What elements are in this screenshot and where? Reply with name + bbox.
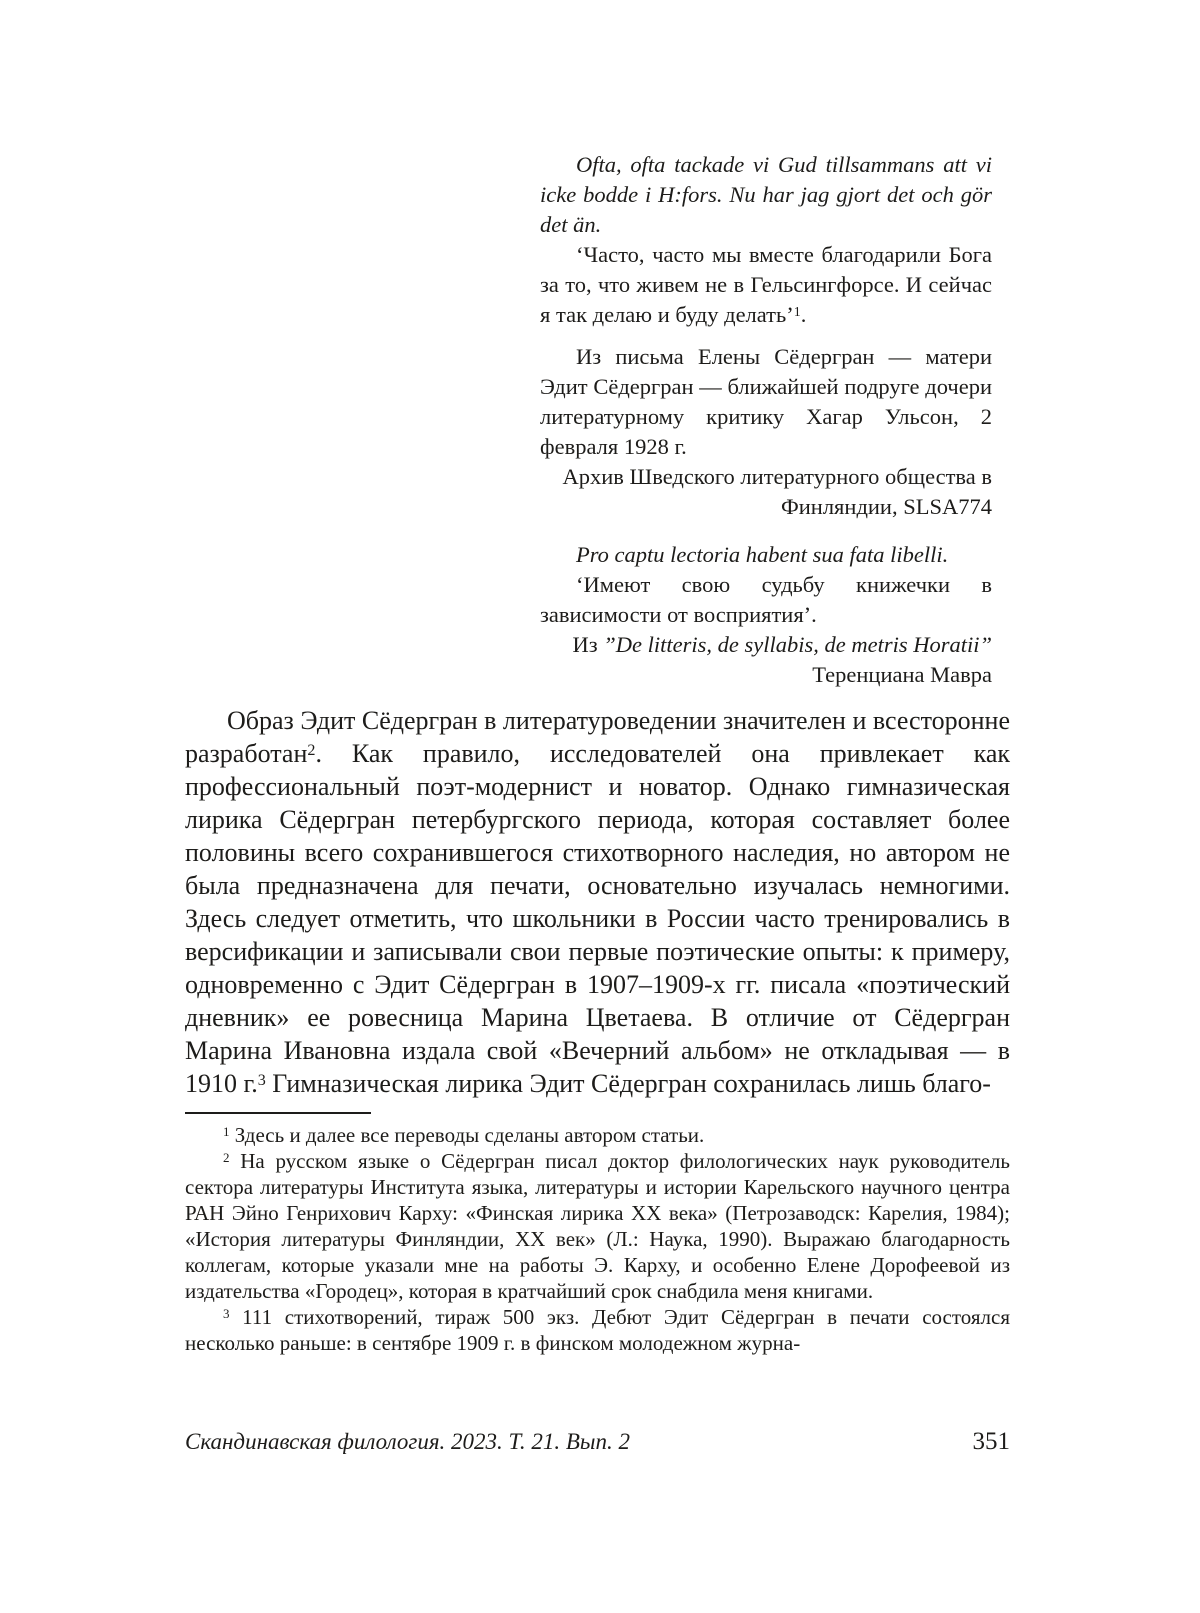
footnote-1-text: Здесь и далее все переводы сделаны автором статьи. [229,1123,705,1147]
footnote-ref-3: 3 [257,1071,266,1089]
footnote-3 [185,1304,1010,1356]
epigraph-russian-text: ‘Часто, часто мы вместе благодарили Бога за то, что живем не в Гельсингфорсе. И сейчас я так делаю и буду делать’ [540,242,992,327]
epigraph-latin-quote: Pro captu lectoria habent sua fata libelli. [576,542,949,567]
footnote-2-text: На русском языке о Сёдергран писал доктор филологических наук руководитель сектора литературы Института языка, литературы и истории Карельского научного центра РАН Эйно Генрихович Карху: «Финская лирика XX века» (Петрозаводск: Карелия, 1984); «История литературы Финляндии, XX век» (Л.: Наука, 1990). Выражаю благодарность коллегам, которые указали мне на работы Э. Карху, и особенно Елене Дорофеевой из издательства «Городец», которая в кратчайший срок снабдила меня книгами. [185,1149,1010,1303]
main-paragraph [185,704,1010,1100]
epigraph-block [540,150,992,690]
journal-citation: Скандинавская филология. 2023. Т. 21. Вып. 2 [185,1429,631,1454]
page-footer [185,1428,1010,1456]
epigraph-latin-source-title: ”De litteris, de syllabis, de metris Horatii” [603,632,992,657]
footnotes-section [185,1122,1010,1356]
footnote-ref-2: 2 [307,741,316,759]
body-segment-3: Гимназическая лирика Эдит Сёдергран сохранилась лишь благо- [265,1069,991,1098]
epigraph-latin-translation: ‘Имеют свою судьбу книжечки в зависимости от восприятия’. [540,572,992,627]
footnote-1 [185,1122,1010,1148]
epigraph-swedish-quote: Ofta, ofta tackade vi Gud tillsammans att vi icke bodde i H:fors. Nu har jag gjort det och gör det än. [540,152,992,237]
epigraph-latin-source [540,630,992,660]
footnote-2 [185,1148,1010,1304]
footnote-2-marker: 2 [223,1150,230,1166]
body-segment-2: . Как правило, исследователей она привлекает как профессиональный поэт-модернист и новатор. Однако гимназическая лирика Сёдергран петербургского периода, которая составляет более половины всего сохранившегося стихотворного наследия, но автором не была предназначена для печати, основательно изучалась немногими. Здесь следует отметить, что школьники в России часто тренировались в версификации и записывали свои первые поэтические опыты: к примеру, одновременно с Эдит Сёдергран в 1907–1909-х гг. писала «поэтический дневник» ее ровесница Марина Цветаева. В отличие от Сёдергран Марина Ивановна издала свой «Вечерний альбом» не откладывая — в 1910 г. [185,739,1010,1098]
page-number: 351 [972,1428,1010,1455]
epigraph-archive-reference: Архив Шведского литературного общества в Финляндии, SLSA774 [562,464,992,519]
epigraph-source-attribution: Из письма Елены Сёдергран — матери Эдит Сёдергран — ближайшей подруге дочери литературному критику Хагар Ульсон, 2 февраля 1928 г. [540,344,992,459]
epigraph-russian-translation [540,240,992,330]
footnote-1-marker: 1 [223,1124,230,1140]
body-segment-1: Образ Эдит Сёдергран в литературоведении значителен и всесторонне разработан [185,706,1010,768]
footnote-3-text: 111 стихотворений, тираж 500 экз. Дебют Эдит Сёдергран в печати состоялся несколько раньше: в сентябре 1909 г. в финском молодежном журна- [185,1305,1010,1355]
epigraph-russian-tail: . [800,302,807,327]
footnote-3-marker: 3 [223,1306,230,1322]
epigraph-latin-author: Теренциана Мавра [812,662,992,687]
epigraph-latin-source-prefix: Из [572,632,604,657]
footnote-ref-1: 1 [793,304,801,320]
footnote-separator-rule [185,1112,371,1114]
